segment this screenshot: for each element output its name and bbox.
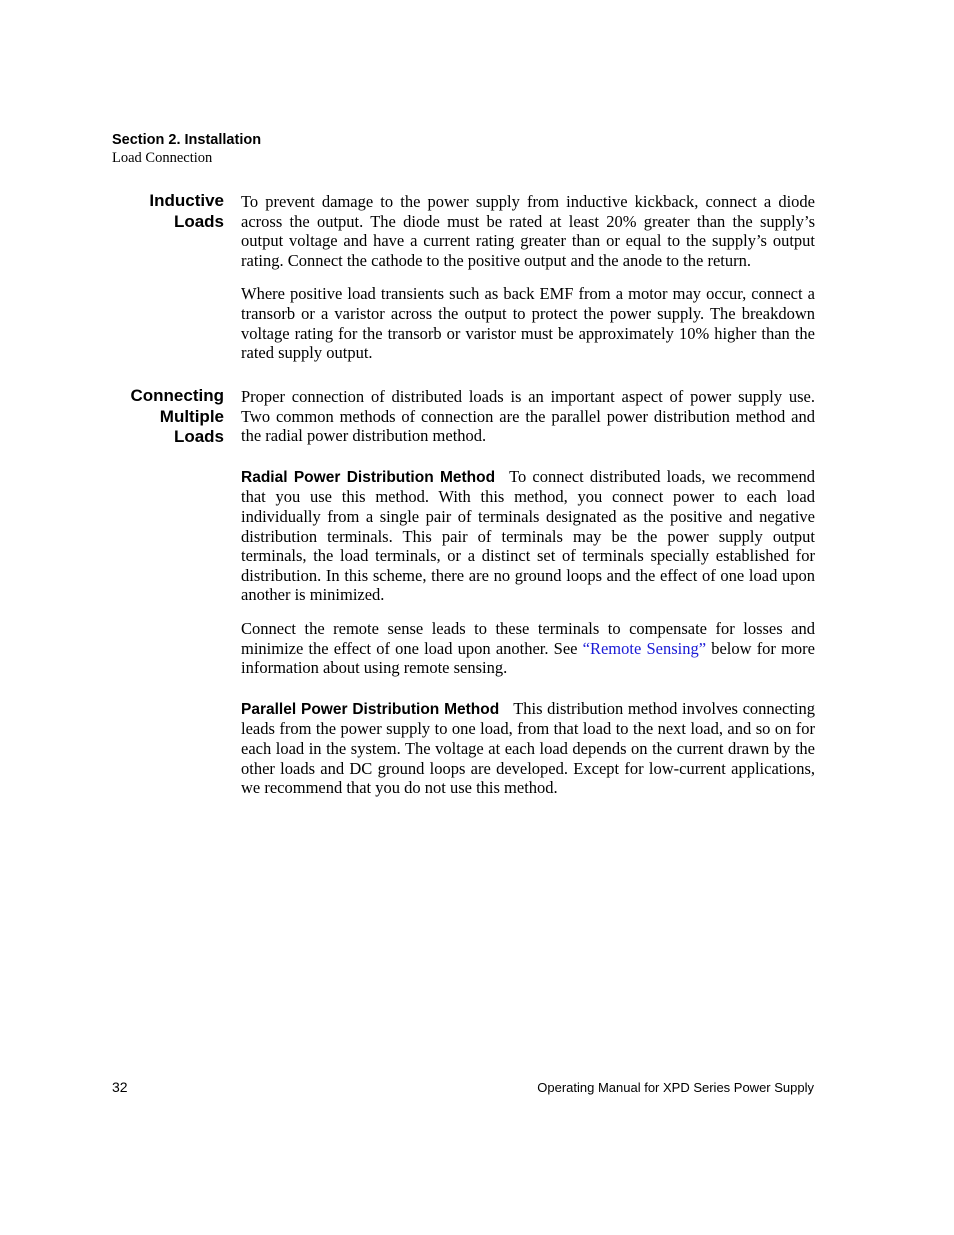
remote-sense-paragraph bbox=[241, 619, 815, 678]
document-title: Operating Manual for XPD Series Power Supply bbox=[537, 1080, 814, 1095]
remote-sensing-link[interactable]: “Remote Sensing” bbox=[582, 638, 707, 658]
paragraph: Where positive load transients such as back EMF from a motor may occur, connect a transorb or a varistor across the output to protect the power supply. The breakdown voltage rating for the transorb or varistor must be approximately 10% higher than the rated supply output. bbox=[241, 284, 815, 363]
heading-connecting-multiple-loads bbox=[84, 386, 224, 448]
heading-line: Multiple bbox=[159, 406, 224, 426]
paragraph-text: To connect distributed loads, we recommend that you use this method. With this method, you connect power to each load individually from a single pair of terminals designated as the positive and negative distribution terminals. This pair of terminals may be the power supply output terminals, the load terminals, or a distinct set of terminals specially established for distribution. In this scheme, there are no ground loops and the effect of one load upon another is minimized. bbox=[241, 466, 815, 605]
paragraph: Proper connection of distributed loads is an important aspect of power supply use. Two common methods of connection are the parallel power distribution method and the radial power distribution method. bbox=[241, 387, 815, 446]
heading-inductive-loads bbox=[84, 191, 224, 232]
subsection-title: Load Connection bbox=[112, 150, 213, 166]
parallel-paragraph bbox=[241, 699, 815, 798]
heading-line: Loads bbox=[173, 427, 224, 446]
multiple-loads-body bbox=[241, 387, 815, 798]
inductive-loads-body bbox=[241, 192, 815, 363]
heading-line: Connecting bbox=[130, 386, 224, 405]
run-in-heading: Radial Power Distribution Method bbox=[241, 468, 496, 486]
page-number: 32 bbox=[112, 1079, 128, 1095]
run-in-heading: Parallel Power Distribution Method bbox=[241, 700, 500, 718]
radial-paragraph bbox=[241, 467, 815, 605]
paragraph-text: This distribution method involves connecting leads from the power supply to one load, from that load to the next load, and so on for each load in the system. The voltage at each load depends on the current drawn by the other loads and DC ground loops are developed. Except for low-current applications, we recommend that you do not use this method. bbox=[241, 698, 815, 798]
paragraph-text: Connect the remote sense leads to these terminals to compensate for losses and minimize the effect of one load upon another. See bbox=[241, 618, 815, 658]
paragraph: To prevent damage to the power supply from inductive kickback, connect a diode across the output. The diode must be rated at least 20% greater than the supply’s output voltage and have a current rating greater than or equal to the supply’s output rating. Connect the cathode to the positive output and the anode to the return. bbox=[241, 192, 815, 270]
section-title: Section 2. Installation bbox=[112, 132, 262, 148]
paragraph-text: below for more information about using remote sensing. bbox=[241, 638, 815, 678]
heading-line: Loads bbox=[173, 211, 224, 231]
heading-line: Inductive bbox=[149, 191, 224, 210]
